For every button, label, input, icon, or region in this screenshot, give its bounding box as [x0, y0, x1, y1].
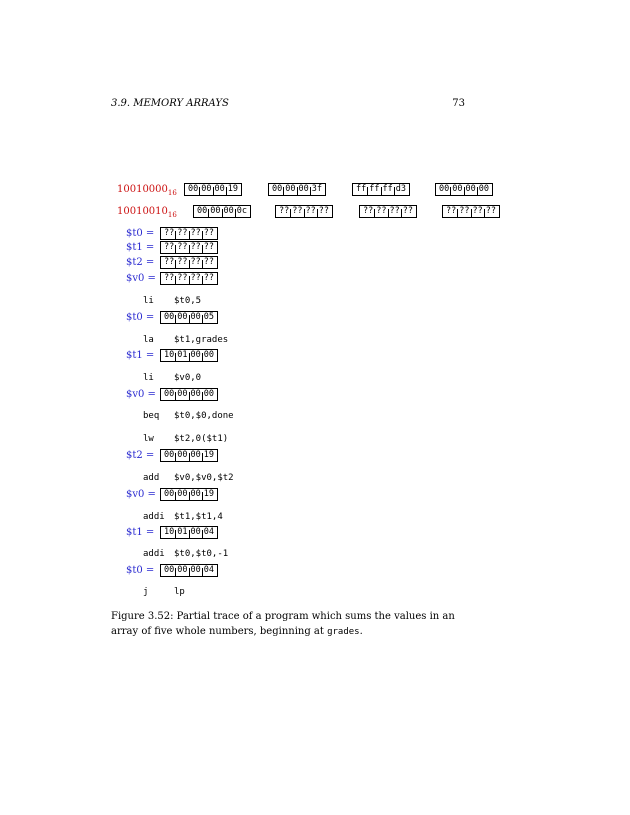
instruction-operands: lp	[174, 587, 185, 597]
register-label: $v0 =	[126, 489, 156, 500]
register-label: $v0 =	[126, 273, 156, 284]
instruction-opcode: j	[143, 587, 149, 597]
running-header	[111, 98, 465, 109]
memory-word	[160, 388, 218, 401]
memory-word	[359, 205, 417, 218]
byte-value: 00	[164, 450, 175, 460]
byte-value: ??	[402, 206, 413, 216]
figure-caption	[111, 609, 471, 640]
byte-value: ??	[279, 206, 290, 216]
instruction-opcode: beq	[143, 411, 160, 421]
byte-value: ??	[164, 257, 175, 267]
byte-value: 00	[164, 565, 175, 575]
byte-value: 0c	[236, 206, 247, 216]
instruction-line	[143, 587, 185, 597]
memory-address	[117, 184, 177, 197]
byte-value: 00	[177, 489, 188, 499]
address-value: 10010010	[117, 206, 168, 217]
byte-value: 00	[298, 184, 309, 194]
register-label: $t2 =	[126, 450, 155, 461]
byte-value: 00	[177, 312, 188, 322]
instruction-line	[143, 549, 228, 559]
instruction-line	[143, 335, 228, 345]
byte-value: 10	[164, 527, 175, 537]
caption-text: Figure 3.52: Partial trace of a program which sums the values in an array of five whole numbers, beginning at	[111, 611, 455, 637]
instruction-line	[143, 434, 228, 444]
byte-value: 01	[177, 350, 188, 360]
byte-value: ??	[203, 242, 214, 252]
instruction-opcode: addi	[143, 512, 165, 522]
byte-value: ??	[203, 228, 214, 238]
register-label: $t1 =	[126, 527, 155, 538]
byte-value: 00	[201, 184, 212, 194]
byte-value: 00	[164, 489, 175, 499]
byte-value: ??	[164, 273, 175, 283]
byte-value: 00	[452, 184, 463, 194]
instruction-operands: $t0,$t0,-1	[174, 549, 229, 559]
memory-word	[352, 183, 410, 196]
address-value: 10010000	[117, 184, 168, 195]
memory-word	[160, 526, 218, 539]
byte-value: ??	[177, 242, 188, 252]
instruction-line	[143, 296, 201, 306]
byte-value: 00	[272, 184, 283, 194]
byte-value: 19	[203, 489, 214, 499]
byte-value: 19	[227, 184, 238, 194]
memory-word	[160, 449, 218, 462]
byte-value: 00	[203, 350, 214, 360]
register-label: $t0 =	[126, 312, 155, 323]
byte-value: 00	[210, 206, 221, 216]
byte-value: ??	[389, 206, 400, 216]
caption-end: .	[359, 626, 363, 637]
instruction-opcode: lw	[143, 434, 154, 444]
byte-value: ff	[382, 184, 393, 194]
memory-address	[117, 206, 177, 219]
memory-word	[435, 183, 493, 196]
byte-value: 00	[478, 184, 489, 194]
instruction-operands: $v0,$v0,$t2	[174, 473, 234, 483]
byte-value: ??	[363, 206, 374, 216]
byte-value: ??	[203, 273, 214, 283]
byte-value: ??	[472, 206, 483, 216]
caption-code: grades	[327, 627, 360, 637]
memory-word	[160, 349, 218, 362]
byte-value: ??	[164, 242, 175, 252]
byte-value: ff	[369, 184, 380, 194]
byte-value: 01	[177, 527, 188, 537]
instruction-line	[143, 373, 201, 383]
byte-value: d3	[395, 184, 406, 194]
byte-value: 00	[188, 184, 199, 194]
byte-value: ??	[177, 273, 188, 283]
byte-value: 00	[177, 389, 188, 399]
instruction-operands: $t1,$t1,4	[174, 512, 223, 522]
byte-value: 00	[177, 565, 188, 575]
byte-value: 00	[465, 184, 476, 194]
instruction-line	[143, 411, 234, 421]
byte-value: 00	[190, 350, 201, 360]
instruction-opcode: addi	[143, 549, 165, 559]
byte-value: ??	[376, 206, 387, 216]
instruction-opcode: li	[143, 296, 154, 306]
register-label: $t0 =	[126, 565, 155, 576]
memory-word	[193, 205, 251, 218]
byte-value: 00	[190, 450, 201, 460]
byte-value: ??	[177, 228, 188, 238]
byte-value: 05	[203, 312, 214, 322]
memory-word	[442, 205, 500, 218]
instruction-operands: $t0,5	[174, 296, 202, 306]
byte-value: ??	[485, 206, 496, 216]
byte-value: 3f	[311, 184, 322, 194]
register-label: $v0 =	[126, 389, 156, 400]
byte-value: 00	[164, 312, 175, 322]
memory-word	[184, 183, 242, 196]
byte-value: ??	[305, 206, 316, 216]
byte-value: ??	[318, 206, 329, 216]
byte-value: 00	[177, 450, 188, 460]
byte-value: 10	[164, 350, 175, 360]
register-label: $t2 =	[126, 257, 155, 268]
instruction-operands: $t0,$0,done	[174, 411, 234, 421]
byte-value: ??	[203, 257, 214, 267]
byte-value: 00	[190, 312, 201, 322]
memory-word	[160, 311, 218, 324]
byte-value: ??	[164, 228, 175, 238]
memory-word	[268, 183, 326, 196]
byte-value: 19	[203, 450, 214, 460]
byte-value: ??	[190, 273, 201, 283]
memory-word	[160, 241, 218, 254]
memory-word	[275, 205, 333, 218]
byte-value: 04	[203, 565, 214, 575]
byte-value: 00	[190, 489, 201, 499]
memory-word	[160, 227, 218, 240]
byte-value: ??	[446, 206, 457, 216]
memory-word	[160, 564, 218, 577]
instruction-line	[143, 473, 234, 483]
address-base: 16	[167, 211, 177, 219]
register-label: $t0 =	[126, 228, 155, 239]
byte-value: ??	[190, 228, 201, 238]
byte-value: 00	[164, 389, 175, 399]
byte-value: 00	[285, 184, 296, 194]
section-title: 3.9. MEMORY ARRAYS	[111, 98, 229, 109]
byte-value: 00	[190, 527, 201, 537]
byte-value: ff	[356, 184, 367, 194]
byte-value: 00	[190, 565, 201, 575]
byte-value: 00	[197, 206, 208, 216]
memory-word	[160, 272, 218, 285]
byte-value: ??	[459, 206, 470, 216]
byte-value: ??	[190, 257, 201, 267]
byte-value: 00	[439, 184, 450, 194]
byte-value: 04	[203, 527, 214, 537]
instruction-opcode: la	[143, 335, 154, 345]
register-label: $t1 =	[126, 242, 155, 253]
memory-word	[160, 256, 218, 269]
byte-value: ??	[177, 257, 188, 267]
instruction-opcode: add	[143, 473, 160, 483]
instruction-operands: $v0,0	[174, 373, 202, 383]
page-number: 73	[452, 98, 465, 109]
byte-value: ??	[292, 206, 303, 216]
byte-value: 00	[214, 184, 225, 194]
instruction-operands: $t1,grades	[174, 335, 229, 345]
byte-value: 00	[190, 389, 201, 399]
address-base: 16	[167, 189, 177, 197]
register-label: $t1 =	[126, 350, 155, 361]
instruction-opcode: li	[143, 373, 154, 383]
byte-value: 00	[223, 206, 234, 216]
memory-word	[160, 488, 218, 501]
instruction-line	[143, 512, 223, 522]
instruction-operands: $t2,0($t1)	[174, 434, 229, 444]
byte-value: ??	[190, 242, 201, 252]
byte-value: 00	[203, 389, 214, 399]
